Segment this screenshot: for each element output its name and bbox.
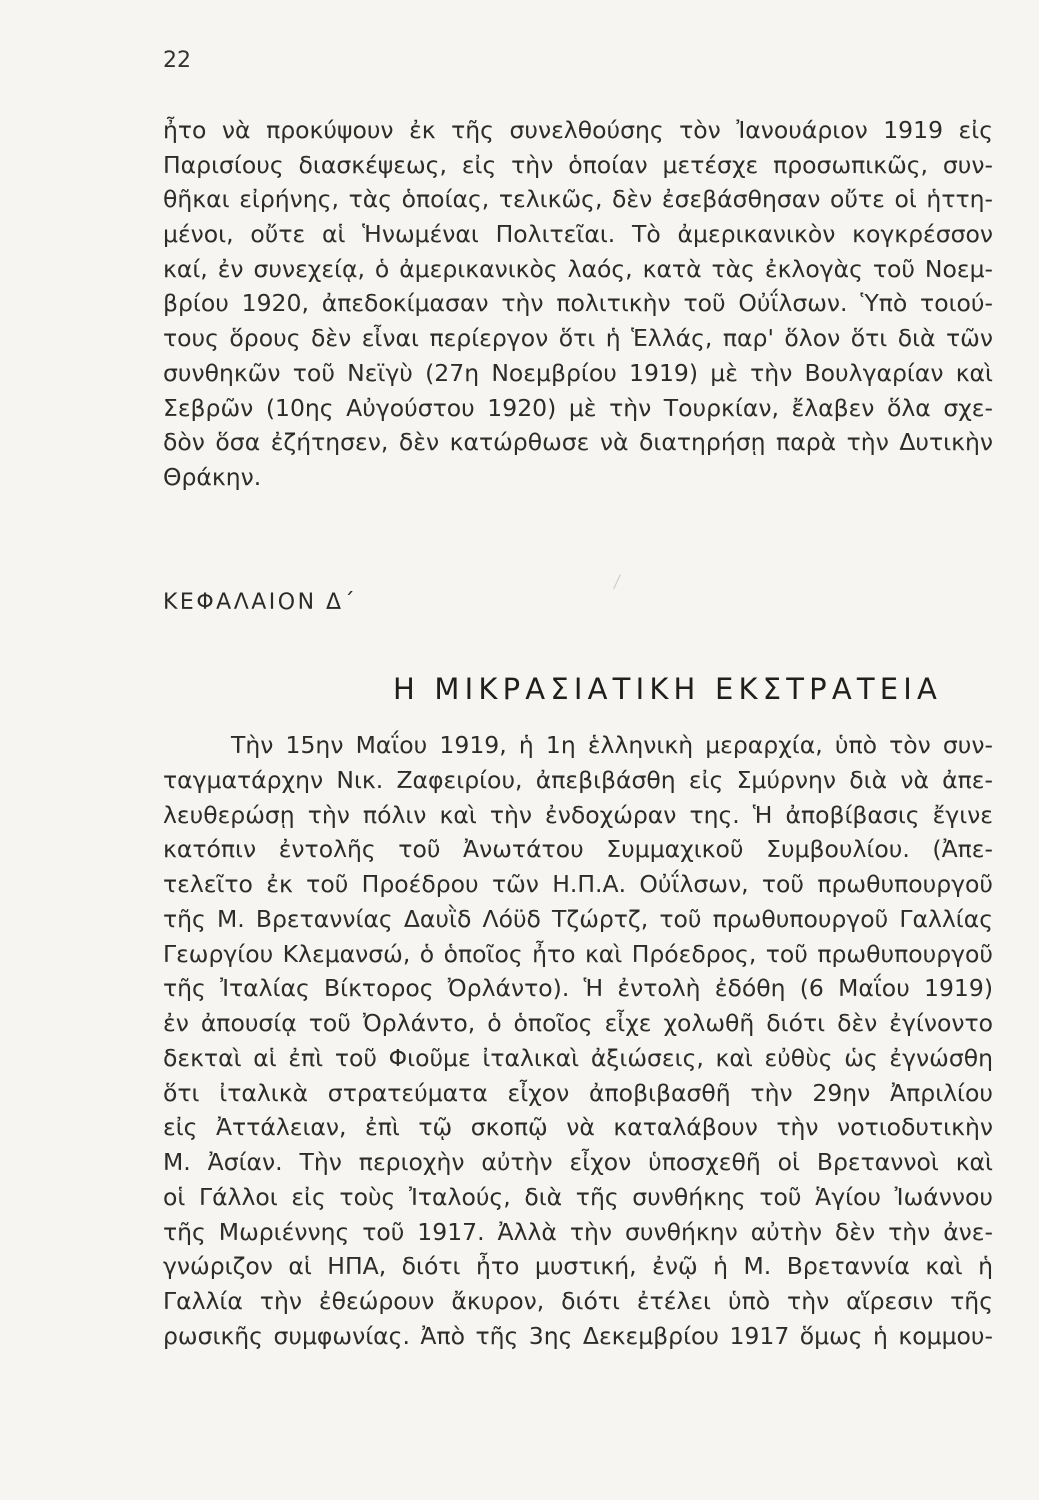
text-line: ταγματάρχην Νικ. Ζαφειρίου, ἀπεβιβάσθη εἰς Σμύρνην διὰ νὰ ἀπε- xyxy=(163,765,993,794)
text-line: ρωσικῆς συμφωνίας. Ἀπὸ τῆς 3ης Δεκεμβρίου 1917 ὅμως ἡ κομμου- xyxy=(163,1321,993,1350)
text-line: τους ὅρους δὲν εἶναι περίεργον ὅτι ἡ Ἑλλάς, παρ' ὅλον ὅτι διὰ τῶν xyxy=(163,324,993,353)
text-line: κατόπιν ἐντολῆς τοῦ Ἀνωτάτου Συμμαχικοῦ Συμβουλίου. (Ἀπε- xyxy=(163,835,993,864)
text-line: καί, ἐν συνεχείᾳ, ὁ ἀμερικανικὸς λαός, κατὰ τὰς ἐκλογὰς τοῦ Νοεμ- xyxy=(163,254,993,283)
text-line: τῆς Μ. Βρεταννίας Δαυῒδ Λόϋδ Τζώρτζ, τοῦ πρωθυπουργοῦ Γαλλίας xyxy=(163,904,993,933)
paragraph-continuation xyxy=(163,116,993,501)
text-line: Τὴν 15ην Μαΐου 1919, ἡ 1η ἑλληνικὴ μεραρχία, ὑπὸ τὸν συν- xyxy=(231,731,993,759)
text-line: τῆς Μωριέννης τοῦ 1917. Ἀλλὰ τὴν συνθήκην αὐτὴν δὲν τὴν ἀνε- xyxy=(163,1217,993,1246)
text-line: γνώριζον αἱ ΗΠΑ, διότι ἦτο μυστική, ἐνῷ ἡ Μ. Βρεταννία καὶ ἡ xyxy=(163,1252,993,1281)
text-line: δὸν ὅσα ἐζήτησεν, δὲν κατώρθωσε νὰ διατηρήσῃ παρὰ τὴν Δυτικὴν xyxy=(163,428,993,457)
text-line: τελεῖτο ἐκ τοῦ Προέδρου τῶν Η.Π.Α. Οὐΐλσων, τοῦ πρωθυπουργοῦ xyxy=(163,870,993,898)
text-line: οἱ Γάλλοι εἰς τοὺς Ἰταλούς, διὰ τῆς συνθήκης τοῦ Ἁγίου Ἰωάννου xyxy=(163,1182,993,1211)
page-number: 22 xyxy=(163,48,191,73)
chapter-label: ΚΕΦΑΛΑΙΟΝ Δ΄ xyxy=(163,590,358,615)
text-line: Γαλλία τὴν ἐθεώρουν ἄκυρον, διότι ἐτέλει ὑπὸ τὴν αἵρεσιν τῆς xyxy=(163,1287,993,1315)
text-line: βρίου 1920, ἀπεδοκίμασαν τὴν πολιτικὴν τοῦ Οὐΐλσων. Ὑπὸ τοιού- xyxy=(163,289,993,318)
stray-pencil-mark xyxy=(613,574,630,593)
text-line: θῆκαι εἰρήνης, τὰς ὁποίας, τελικῶς, δὲν ἐσεβάσθησαν οὔτε οἱ ἡττη- xyxy=(163,185,993,214)
text-line: τῆς Ἰταλίας Βίκτορος Ὀρλάντο). Ἡ ἐντολὴ ἐδόθη (6 Μαΐου 1919) xyxy=(163,974,993,1003)
text-line: Γεωργίου Κλεμανσώ, ὁ ὁποῖος ἦτο καὶ Πρόεδρος, τοῦ πρωθυπουργοῦ xyxy=(163,939,993,968)
text-line: συνθηκῶν τοῦ Νεϊγὺ (27η Νοεμβρίου 1919) μὲ τὴν Βουλγαρίαν καὶ xyxy=(163,358,993,387)
text-line: Παρισίους διασκέψεως, εἰς τὴν ὁποίαν μετέσχε προσωπικῶς, συν- xyxy=(163,150,993,179)
chapter-body-paragraph xyxy=(163,731,993,1360)
text-line: Θράκην. xyxy=(163,462,262,491)
chapter-title: Η ΜΙΚΡΑΣΙΑΤΙΚΗ ΕΚΣΤΡΑΤΕΙΑ xyxy=(393,672,943,706)
text-line: εἰς Ἀττάλειαν, ἐπὶ τῷ σκοπῷ νὰ καταλάβουν τὴν νοτιοδυτικὴν xyxy=(163,1113,993,1142)
text-line: μένοι, οὔτε αἱ Ἡνωμέναι Πολιτεῖαι. Τὸ ἀμερικανικὸν κογκρέσσον xyxy=(163,220,993,249)
text-line: δεκταὶ αἱ ἐπὶ τοῦ Φιοῦμε ἰταλικαὶ ἀξιώσεις, καὶ εὐθὺς ὡς ἐγνώσθη xyxy=(163,1043,993,1072)
text-line: Μ. Ἀσίαν. Τὴν περιοχὴν αὐτὴν εἶχον ὑποσχεθῆ οἱ Βρεταννοὶ καὶ xyxy=(163,1148,993,1176)
text-line: ὅτι ἰταλικὰ στρατεύματα εἶχον ἀποβιβασθῆ τὴν 29ην Ἀπριλίου xyxy=(163,1078,993,1107)
text-line: Σεβρῶν (10ης Αὐγούστου 1920) μὲ τὴν Τουρκίαν, ἔλαβεν ὅλα σχε- xyxy=(163,393,993,422)
text-line: ἦτο νὰ προκύψουν ἐκ τῆς συνελθούσης τὸν Ἰανουάριον 1919 εἰς xyxy=(163,116,993,144)
text-line: ἐν ἀπουσίᾳ τοῦ Ὀρλάντο, ὁ ὁποῖος εἶχε χολωθῆ διότι δὲν ἐγίνοντο xyxy=(163,1009,993,1037)
text-line: λευθερώσῃ τὴν πόλιν καὶ τὴν ἐνδοχώραν της. Ἡ ἀποβίβασις ἔγινε xyxy=(163,800,993,829)
